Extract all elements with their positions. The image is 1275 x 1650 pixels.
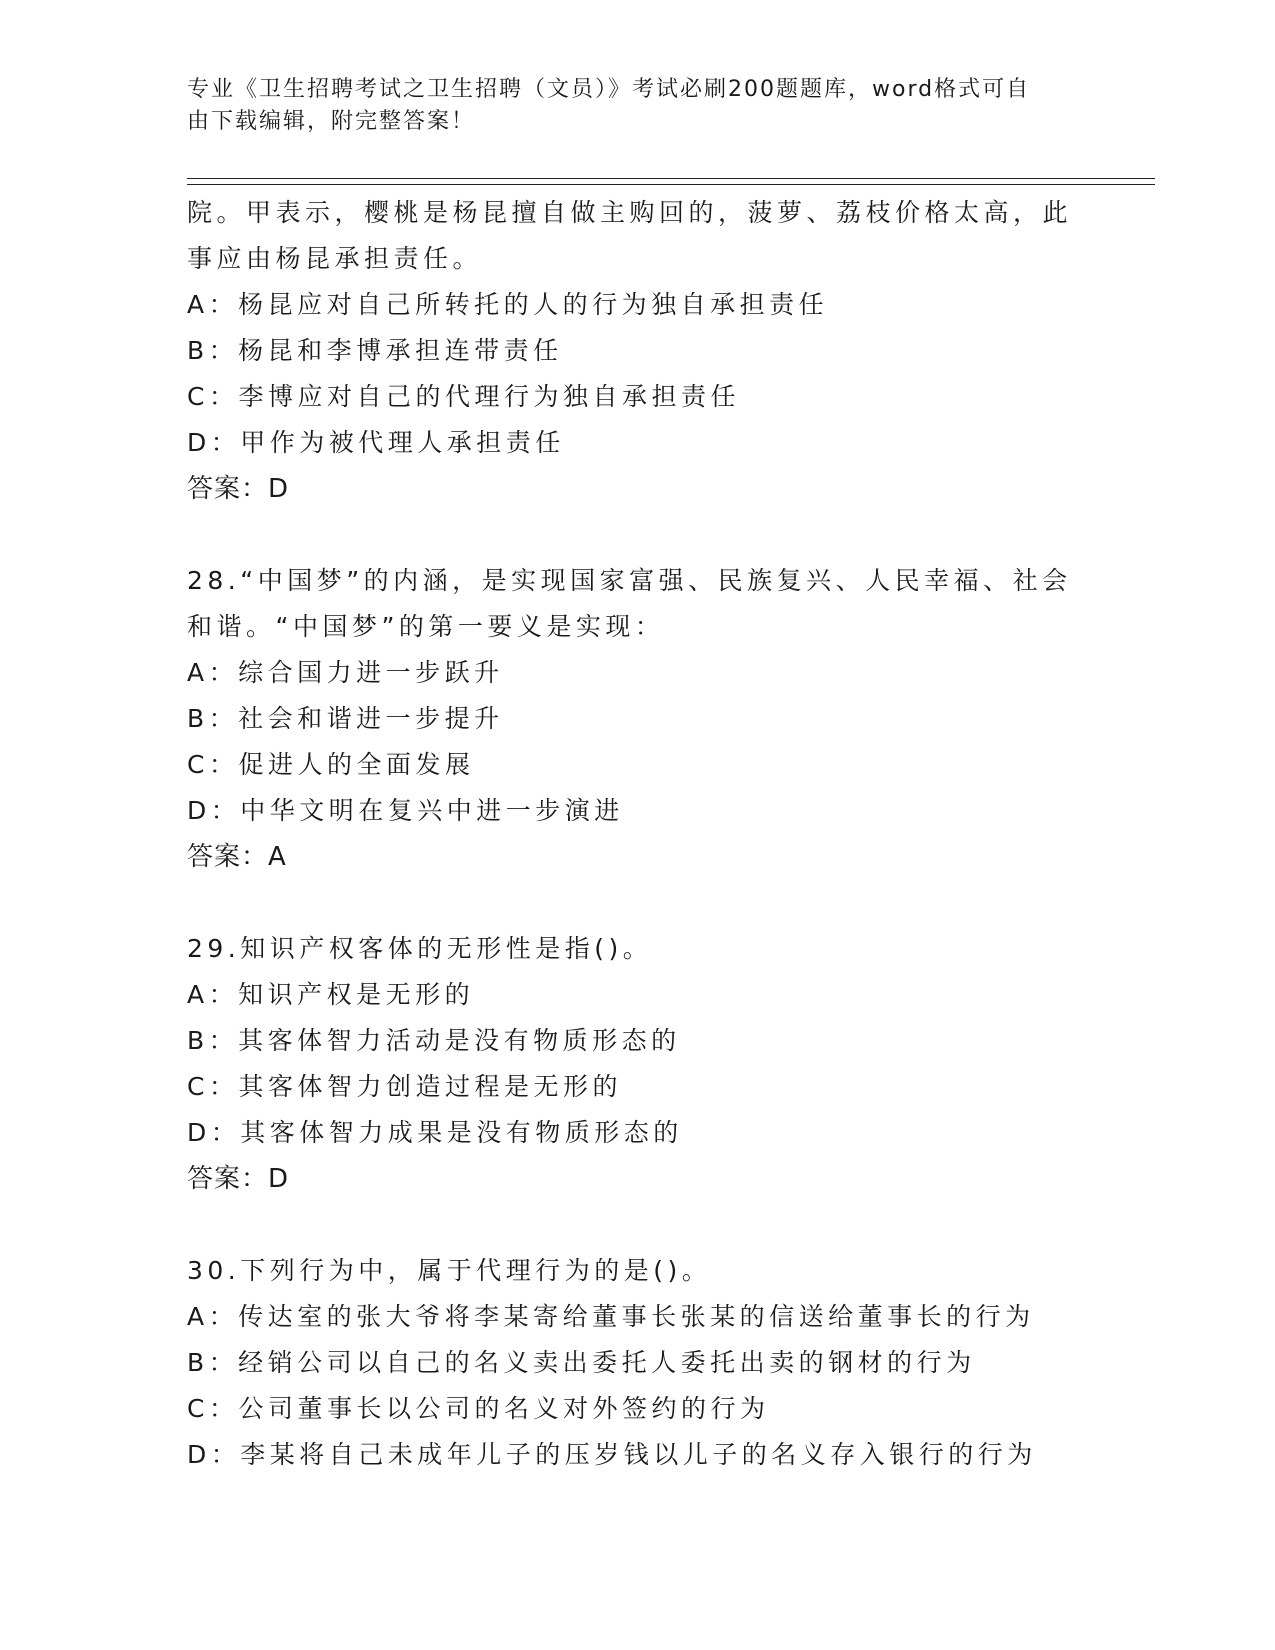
question-stem-line: 28.“中国梦”的内涵，是实现国家富强、民族复兴、人民幸福、社会 <box>187 566 1072 595</box>
option-c: C：公司董事长以公司的名义对外签约的行为 <box>187 1394 770 1423</box>
option-a: A：综合国力进一步跃升 <box>187 658 504 687</box>
option-b: B：社会和谐进一步提升 <box>187 704 504 733</box>
option-d: D：其客体智力成果是没有物质形态的 <box>187 1118 683 1147</box>
option-c: C：促进人的全面发展 <box>187 750 475 779</box>
answer-line: 答案：D <box>187 474 290 504</box>
question-27-continuation <box>187 190 1087 512</box>
header-line-2: 由下载编辑，附完整答案！ <box>187 109 476 134</box>
header-rule-bottom <box>187 184 1155 185</box>
question-28 <box>187 558 1087 880</box>
option-b: B：经销公司以自己的名义卖出委托人委托出卖的钢材的行为 <box>187 1348 976 1377</box>
answer-line: 答案：A <box>187 842 287 872</box>
option-b: B：其客体智力活动是没有物质形态的 <box>187 1026 681 1055</box>
option-d: D：中华文明在复兴中进一步演进 <box>187 796 624 825</box>
question-stem-line: 29.知识产权客体的无形性是指()。 <box>187 934 653 963</box>
option-a: A：传达室的张大爷将李某寄给董事长张某的信送给董事长的行为 <box>187 1302 1035 1331</box>
question-spacer <box>187 512 1087 558</box>
option-c: C：李博应对自己的代理行为独自承担责任 <box>187 382 740 411</box>
header-line-1: 专业《卫生招聘考试之卫生招聘（文员）》考试必刷200题题库，word格式可自 <box>187 77 1031 102</box>
question-30 <box>187 1248 1087 1478</box>
option-a: A：知识产权是无形的 <box>187 980 475 1009</box>
header-rule-top <box>187 178 1155 179</box>
document-body <box>187 190 1087 1478</box>
option-d: D：甲作为被代理人承担责任 <box>187 428 565 457</box>
question-stem-line: 事应由杨昆承担责任。 <box>187 244 483 273</box>
option-a: A：杨昆应对自己所转托的人的行为独自承担责任 <box>187 290 829 319</box>
option-b: B：杨昆和李博承担连带责任 <box>187 336 563 365</box>
option-d: D：李某将自己未成年儿子的压岁钱以儿子的名义存入银行的行为 <box>187 1440 1037 1469</box>
question-spacer <box>187 880 1087 926</box>
question-stem-line: 30.下列行为中，属于代理行为的是()。 <box>187 1256 712 1285</box>
question-spacer <box>187 1202 1087 1248</box>
document-header <box>187 74 1067 138</box>
option-c: C：其客体智力创造过程是无形的 <box>187 1072 622 1101</box>
question-29 <box>187 926 1087 1202</box>
question-stem-line: 院。甲表示，樱桃是杨昆擅自做主购回的，菠萝、荔枝价格太高，此 <box>187 198 1073 227</box>
answer-line: 答案：D <box>187 1164 290 1194</box>
question-stem-line: 和谐。“中国梦”的第一要义是实现： <box>187 612 665 641</box>
